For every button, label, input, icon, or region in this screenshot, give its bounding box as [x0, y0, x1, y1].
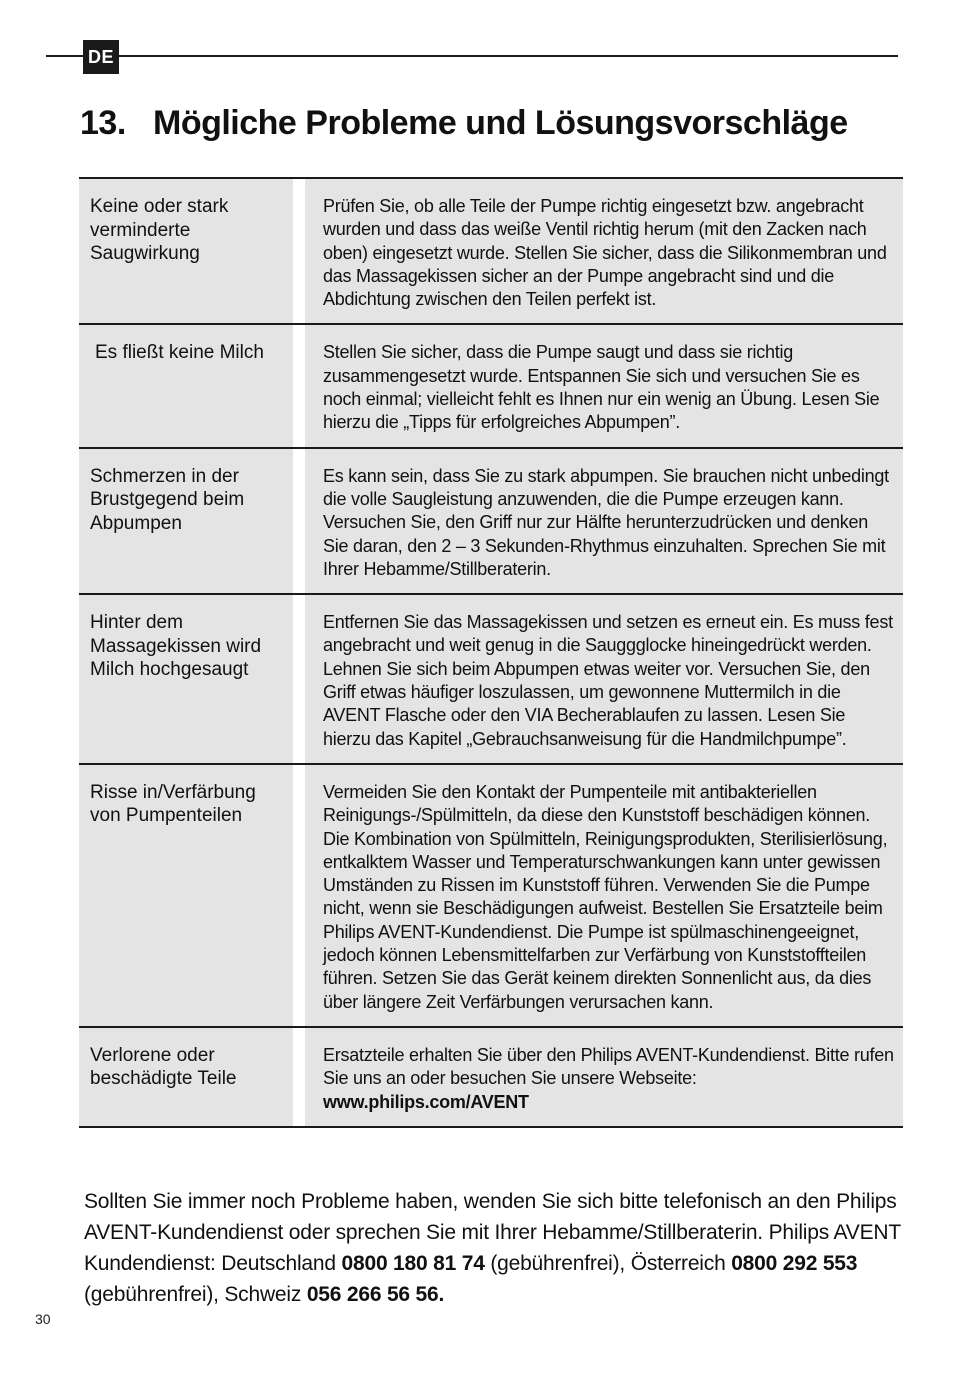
- problem-cell: Risse in/Verfärbung von Pumpenteilen: [79, 765, 293, 1026]
- footer-text: (gebührenfrei), Österreich: [484, 1252, 732, 1275]
- footer-text: Sollten Sie immer noch Probleme haben, wenden Sie sich bitte telefonisch an den Philips AVENT-Kundendienst oder sprechen Sie mit Ihrer Hebamme/Stillberaterin. Philips AVENT Kundendienst: Deutschland: [84, 1190, 901, 1275]
- solution-cell: [305, 1028, 903, 1126]
- phone-switzerland: 056 266 56 56.: [306, 1283, 445, 1306]
- column-gap: [293, 595, 305, 763]
- troubleshooting-table: [79, 177, 903, 1128]
- solution-cell: Vermeiden Sie den Kontakt der Pumpenteile mit antibakteriellen Reinigungs-/Spülmitteln, da diese den Kunststoff beschädigen können. Die Kombination von Spülmitteln, Reinigungsprodukten, Sterilisierlösung, entkalktem Wasser und Temperaturschwankungen kann unter gewissen Umständen zu Rissen im Kunststoff führen. Verwenden Sie die Pumpe nicht, wenn sie Beschädigungen aufweist. Bestellen Sie Ersatzteile beim Philips AVENT-Kundendienst. Die Pumpe ist spülmaschinengeeignet, jedoch können Lebensmittelfarben zur Verfärbung von Kunststoffteilen führen. Setzen Sie das Gerät keinem direkten Sonnenlicht aus, da dies über längere Zeit Verfärbungen verursachen kann.: [305, 765, 903, 1026]
- footer-text: (gebührenfrei), Schweiz: [84, 1283, 307, 1306]
- table-row: [79, 325, 903, 448]
- problem-cell: Es fließt keine Milch: [79, 325, 293, 446]
- solution-cell: Stellen Sie sicher, dass die Pumpe saugt und dass sie richtig zusammengesetzt wurde. Entspannen Sie sich und versuchen Sie es noch einmal; vielleicht fehlt es Ihnen nur ein wenig an Übung. Lesen Sie hierzu die „Tipps für erfolgreiches Abpumpen”.: [305, 325, 903, 446]
- website-link[interactable]: www.philips.com/AVENT: [323, 1091, 529, 1112]
- column-gap: [293, 449, 305, 593]
- header-rule: [46, 55, 898, 57]
- column-gap: [293, 325, 305, 446]
- table-row: [79, 1028, 903, 1128]
- phone-germany: 0800 180 81 74: [341, 1252, 485, 1275]
- problem-cell: Hinter dem Massagekissen wird Milch hochgesaugt: [79, 595, 293, 763]
- table-row: [79, 449, 903, 595]
- problem-cell: Keine oder stark verminderte Saugwirkung: [79, 179, 293, 323]
- language-badge: DE: [83, 40, 119, 74]
- page-number: 30: [35, 1311, 51, 1327]
- page-title: [80, 104, 848, 143]
- problem-cell: Verlorene oder beschädigte Teile: [79, 1028, 293, 1126]
- column-gap: [293, 179, 305, 323]
- section-number: 13.: [80, 104, 126, 142]
- column-gap: [293, 765, 305, 1026]
- table-row: [79, 179, 903, 325]
- table-row: [79, 595, 903, 765]
- customer-service-paragraph: [84, 1186, 914, 1310]
- solution-cell: Entfernen Sie das Massagekissen und setzen es erneut ein. Es muss fest angebracht und weit genug in die Sauggglocke hineingedrückt werden. Lehnen Sie sich beim Abpumpen etwas weiter vor. Versuchen Sie, den Griff etwas häufiger loszulassen, um gewonnene Muttermilch in die AVENT Flasche oder den VIA Becherablaufen zu lassen. Lesen Sie hierzu das Kapitel „Gebrauchsanweisung für die Handmilchpumpe”.: [305, 595, 903, 763]
- solution-cell: Prüfen Sie, ob alle Teile der Pumpe richtig eingesetzt bzw. angebracht wurden und dass das weiße Ventil richtig herum (mit den Zacken nach oben) eingesetzt wurde. Stellen Sie sicher, dass die Silikonmembran und das Massagekissen sicher an der Pumpe angebracht sind und die Abdichtung zwischen den Teilen perfekt ist.: [305, 179, 903, 323]
- problem-cell: Schmerzen in der Brustgegend beim Abpumpen: [79, 449, 293, 593]
- section-title: Mögliche Probleme und Lösungsvorschläge: [153, 104, 848, 142]
- solution-text: Ersatzteile erhalten Sie über den Philips AVENT-Kundendienst. Bitte rufen Sie uns an oder besuchen Sie unsere Webseite:: [323, 1044, 894, 1089]
- column-gap: [293, 1028, 305, 1126]
- phone-austria: 0800 292 553: [731, 1252, 858, 1275]
- table-row: [79, 765, 903, 1028]
- solution-cell: Es kann sein, dass Sie zu stark abpumpen. Sie brauchen nicht unbedingt die volle Saugleistung anzuwenden, die die Pumpe erzeugen kann. Versuchen Sie, den Griff nur zur Hälfte herunterzudrücken und denken Sie daran, den 2 – 3 Sekunden-Rhythmus einzuhalten. Sprechen Sie mit Ihrer Hebamme/Stillberaterin.: [305, 449, 903, 593]
